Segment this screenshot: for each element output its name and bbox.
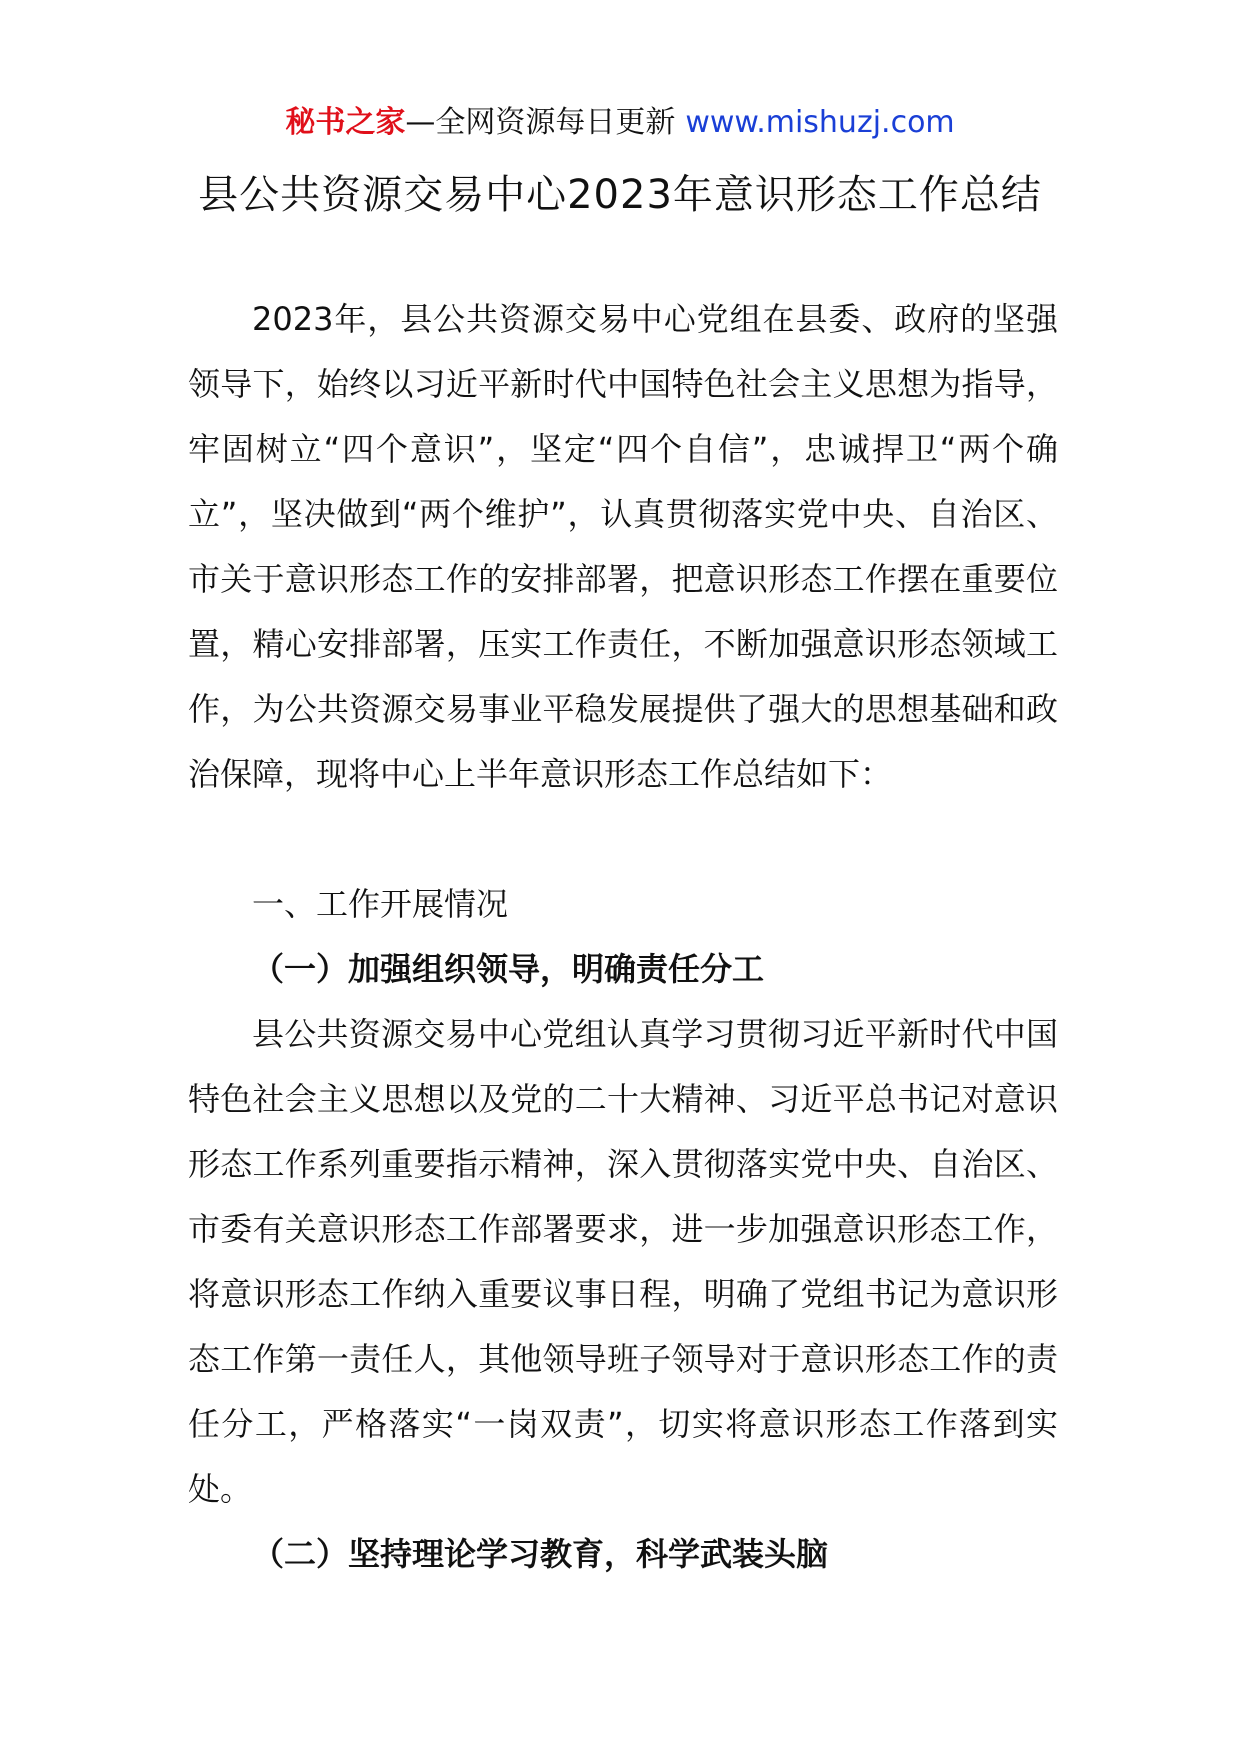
subsection-heading [188,1522,1058,1587]
section-heading [188,872,1058,937]
document-title: 县公共资源交易中心2023年意识形态工作总结 [198,172,1042,218]
subsection-1-body: 县公共资源交易中心党组认真学习贯彻习近平新时代中国特色社会主义思想以及党的二十大精神、习近平总书记对意识形态工作系列重要指示精神，深入贯彻落实党中央、自治区、市委有关意识形态工作部署要求，进一步加强意识形态工作，将意识形态工作纳入重要议事日程，明确了党组书记为意识形态工作第一责任人，其他领导班子领导对于意识形态工作的责任分工，严格落实“一岗双责”，切实将意识形态工作落到实处。 [188,1015,1058,1508]
site-slogan: —全网资源每日更新 [405,105,676,140]
subsection-1-heading: （一）加强组织领导，明确责任分工 [252,950,765,988]
section-1-heading: 一、工作开展情况 [252,885,509,923]
site-header [0,103,1240,143]
site-url-link[interactable]: www.mishuzj.com [685,105,955,140]
intro-paragraph [188,287,1058,807]
subsection-paragraph [188,1002,1058,1522]
site-brand: 秘书之家 [285,105,406,140]
subsection-heading [188,937,1058,1002]
subsection-2-heading: （二）坚持理论学习教育，科学武装头脑 [252,1535,829,1573]
intro-text: 2023年，县公共资源交易中心党组在县委、政府的坚强领导下，始终以习近平新时代中国特色社会主义思想为指导，牢固树立“四个意识”，坚定“四个自信”，忠诚捍卫“两个确立”，坚决做到“两个维护”，认真贯彻落实党中央、自治区、市关于意识形态工作的安排部署，把意识形态工作摆在重要位置，精心安排部署，压实工作责任，不断加强意识形态领域工作，为公共资源交易事业平稳发展提供了强大的思想基础和政治保障，现将中心上半年意识形态工作总结如下： [188,300,1058,793]
